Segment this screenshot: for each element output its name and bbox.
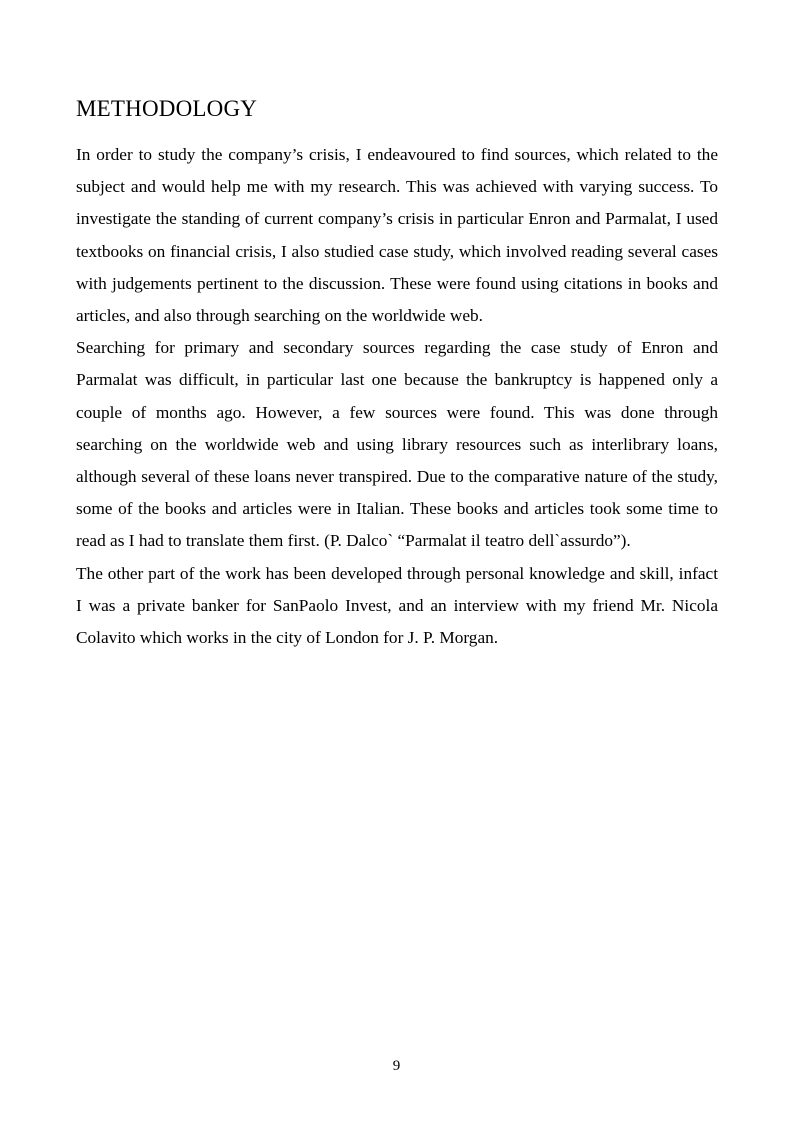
section-heading: METHODOLOGY [76,96,258,121]
page-number: 9 [392,1058,401,1074]
body-text [76,139,718,654]
paragraph-sources: In order to study the company’s crisis, I endeavoured to find sources, which related to the subject and would help me with my research. This was achieved with varying success. To investigate the standing of current company’s crisis in particular Enron and Parmalat, I used textbooks on financial crisis, I also studied case study, which involved reading several cases with judgements pertinent to the discussion. These were found using citations in books and articles, and also through searching on the worldwide web. [76,145,718,326]
paragraph-personal-knowledge: The other part of the work has been developed through personal knowledge and skill, infact I was a private banker for SanPaolo Invest, and an interview with my friend Mr. Nicola Colavito which works in the city of London for J. P. Morgan. [76,563,718,648]
paragraph-primary-secondary: Searching for primary and secondary sources regarding the case study of Enron and Parmalat was difficult, in particular last one because the bankruptcy is happened only a couple of months ago. However, a few sources were found. This was done through searching on the worldwide web and using library resources such as interlibrary loans, although several of these loans never transpired. Due to the comparative nature of the study, some of the books and articles were in Italian. These books and articles took some time to read as I had to translate them first. (P. Dalco` “Parmalat il teatro dell`assurdo”). [76,338,718,551]
